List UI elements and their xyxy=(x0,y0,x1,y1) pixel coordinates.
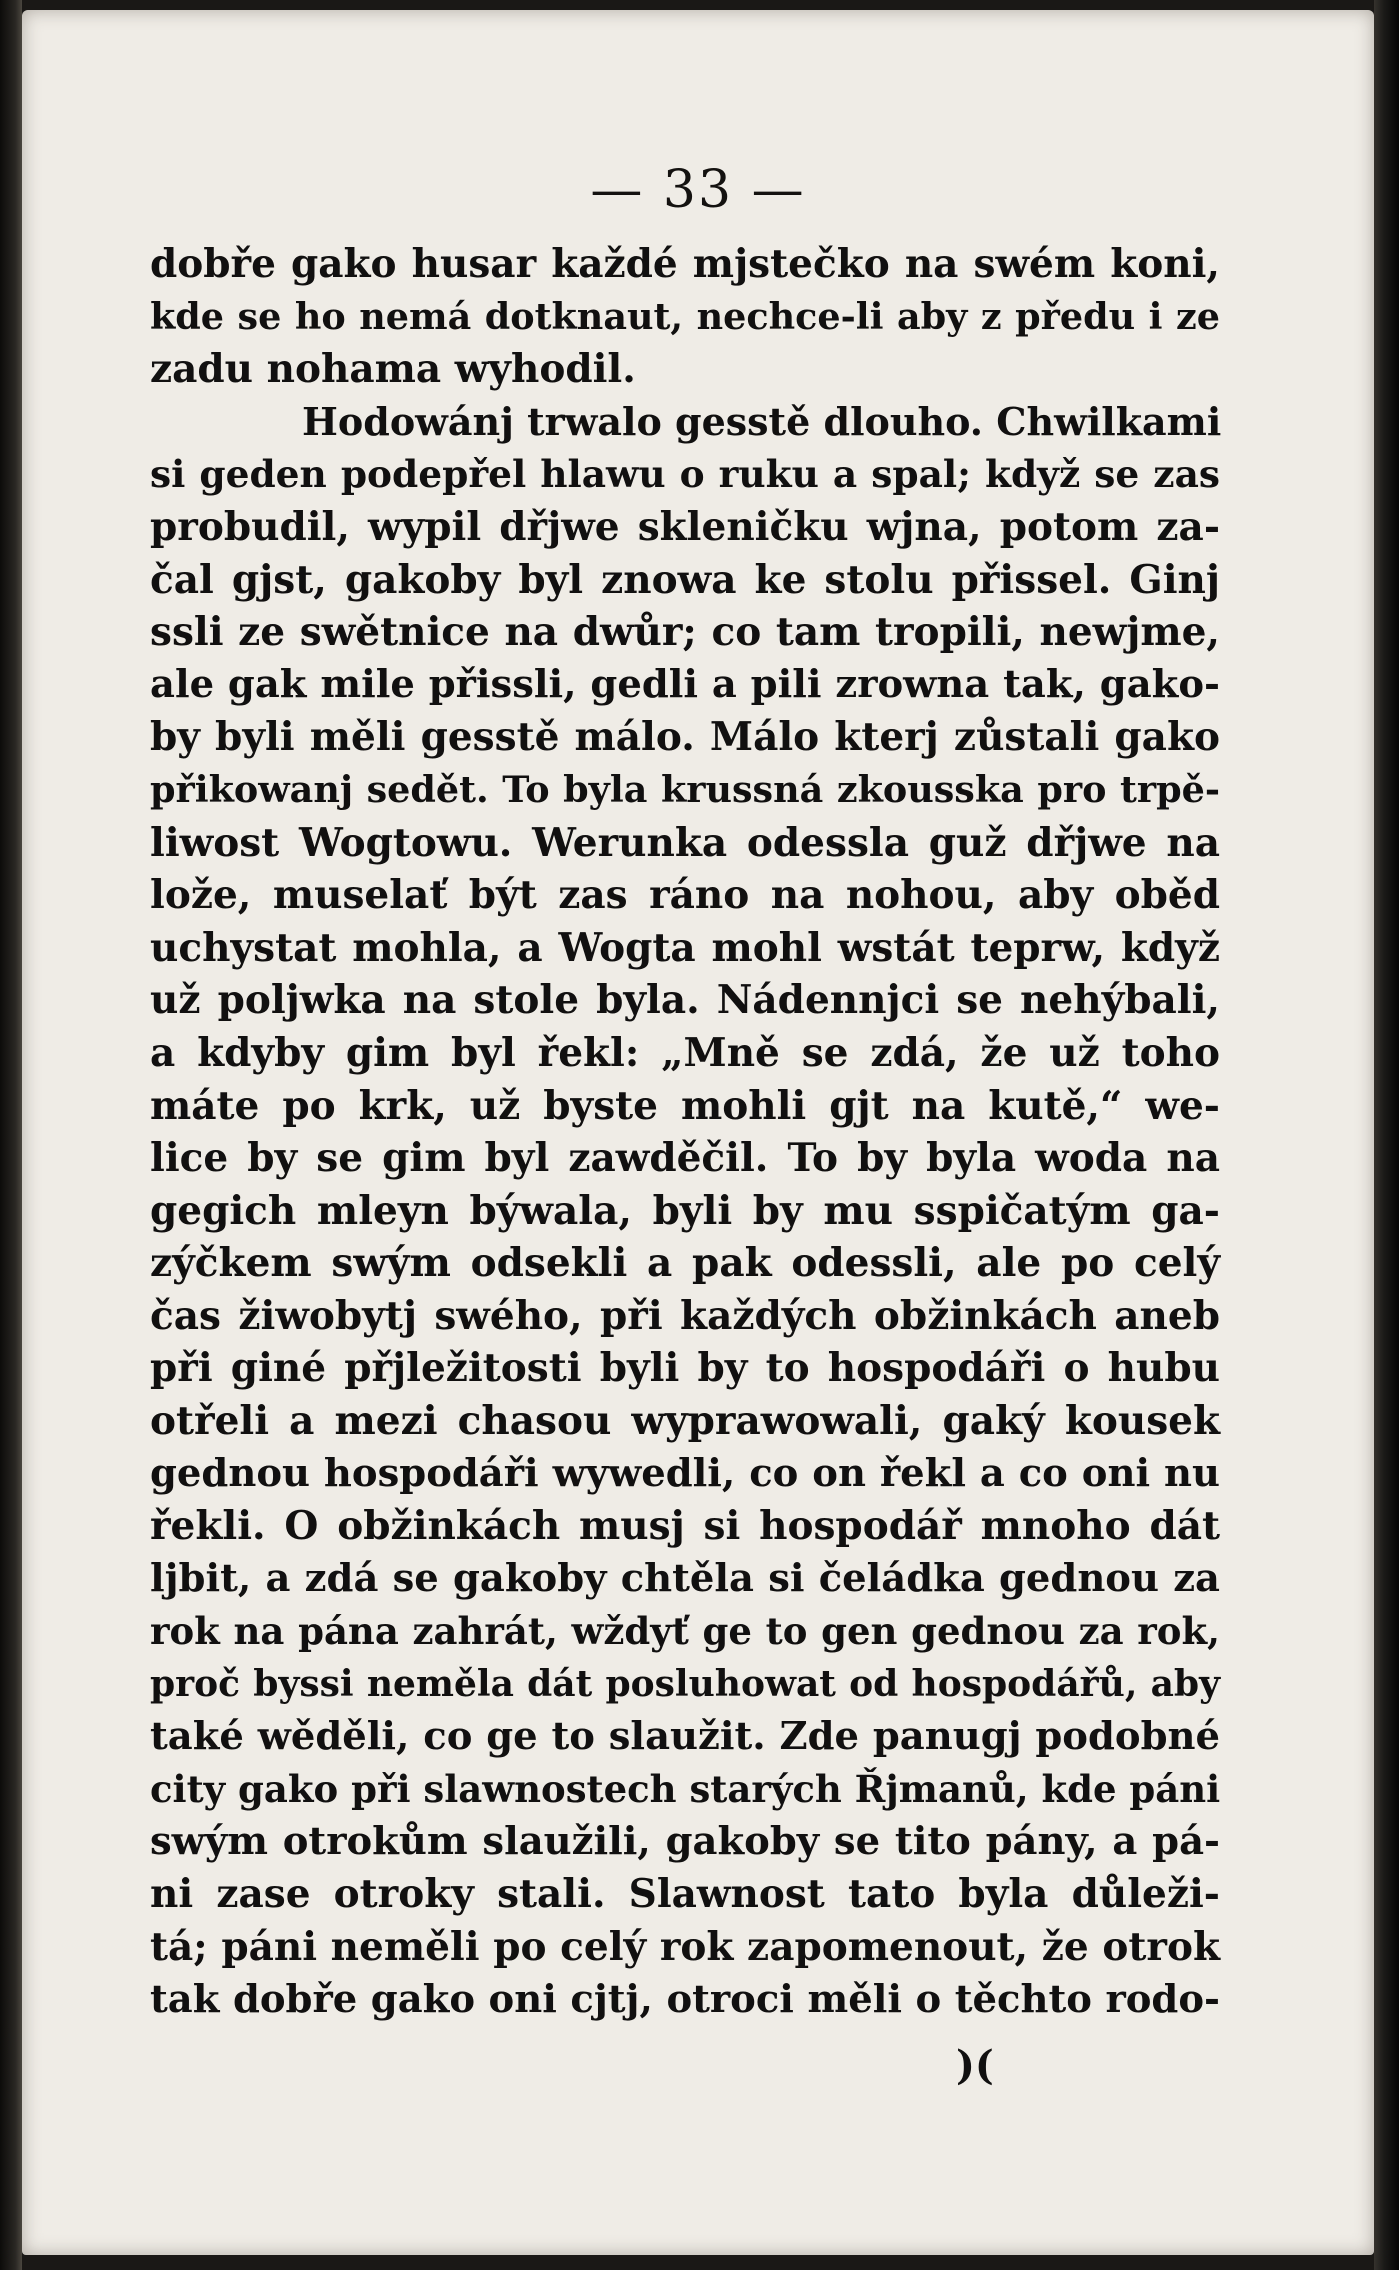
text-line: probudil, wypil dřjwe skleničku wjna, potom za- xyxy=(150,503,1220,550)
text-line: řekli. O obžinkách musj si hospodář mnoho dát xyxy=(150,1503,1220,1550)
text-line: lice by se gim byl zawděčil. To by byla woda na xyxy=(150,1135,1220,1182)
text-line: by byli měli gesstě málo. Málo kterj zůstali gako xyxy=(150,714,1220,761)
text-line: při giné přjležitosti byli by to hospodáři o hubu xyxy=(150,1345,1220,1392)
page-left-edge xyxy=(0,0,22,2270)
text-line: otřeli a mezi chasou wyprawowali, gaký kousek xyxy=(150,1398,1220,1445)
text-line: tak dobře gako oni cjtj, otroci měli o těchto rodo- xyxy=(150,1976,1220,2022)
text-line: čas žiwobytj swého, při každých obžinkách aneb xyxy=(150,1292,1220,1339)
text-line: a kdyby gim byl řekl: „Mně se zdá, že už toho xyxy=(150,1029,1220,1076)
text-line: gednou hospodáři wywedli, co on řekl a co oni nu xyxy=(150,1450,1220,1496)
text-line: tá; páni neměli po celý rok zapomenout, že otrok xyxy=(150,1924,1220,1970)
text-line: ssli ze swětnice na dwůr; co tam tropili, newjme, xyxy=(150,609,1220,656)
text-line: si geden podepřel hlawu o ruku a spal; když se zas xyxy=(150,452,1220,497)
text-line: gegich mleyn býwala, byli by mu sspičatým ga- xyxy=(150,1187,1220,1234)
text-line: čal gjst, gakoby byl znowa ke stolu přissel. Ginj xyxy=(150,556,1220,603)
text-line: proč byssi neměla dát posluhowat od hospodářů, aby xyxy=(150,1663,1220,1706)
text-line: swým otrokům slaužili, gakoby se tito pány, a pá- xyxy=(150,1818,1220,1864)
text-line: rok na pána zahrát, wždyť ge to gen gednou za rok, xyxy=(150,1609,1220,1654)
text-line: už poljwka na stole byla. Nádennjci se nehýbali, xyxy=(150,977,1220,1024)
text-line: uchystat mohla, a Wogta mohl wstát teprw, když xyxy=(150,924,1220,971)
text-line: kde se ho nemá dotknaut, nechce-li aby z předu i ze xyxy=(150,294,1220,338)
text-line: dobře gako husar každé mjstečko na swém koni, xyxy=(150,241,1220,287)
text-line: přikowanj sedět. To byla krussná zkousska pro trpě- xyxy=(150,767,1220,811)
text-line: máte po krk, už byste mohli gjt na kutě,“ we- xyxy=(150,1082,1220,1129)
text-line: také wěděli, co ge to slaužit. Zde panugj podobné xyxy=(150,1713,1220,1759)
text-line: zadu nohama wyhodil. xyxy=(150,346,636,393)
text-line: lože, muselať být zas ráno na nohou, aby oběd xyxy=(150,872,1220,919)
page-right-edge xyxy=(1374,0,1399,2270)
text-line: zýčkem swým odsekli a pak odessli, ale po celý xyxy=(150,1240,1220,1287)
catchword: )( xyxy=(956,2042,994,2089)
page-number: — 33 — xyxy=(590,160,806,220)
text-line: ni zase otroky stali. Slawnost tato byla důleži- xyxy=(150,1871,1220,1918)
text-line: ale gak mile přissli, gedli a pili zrowna tak, gako- xyxy=(150,661,1220,707)
text-line: liwost Wogtowu. Werunka odessla guž dřjwe na xyxy=(150,819,1220,866)
text-line: ljbit, a zdá se gakoby chtěla si čeládka gednou za xyxy=(150,1555,1220,1601)
book-page xyxy=(22,10,1374,2255)
text-line: Hodowánj trwalo gesstě dlouho. Chwilkami xyxy=(302,398,1222,444)
text-line: city gako při slawnostech starých Řjmanů, kde páni xyxy=(150,1767,1221,1812)
body-text xyxy=(150,238,1220,2026)
